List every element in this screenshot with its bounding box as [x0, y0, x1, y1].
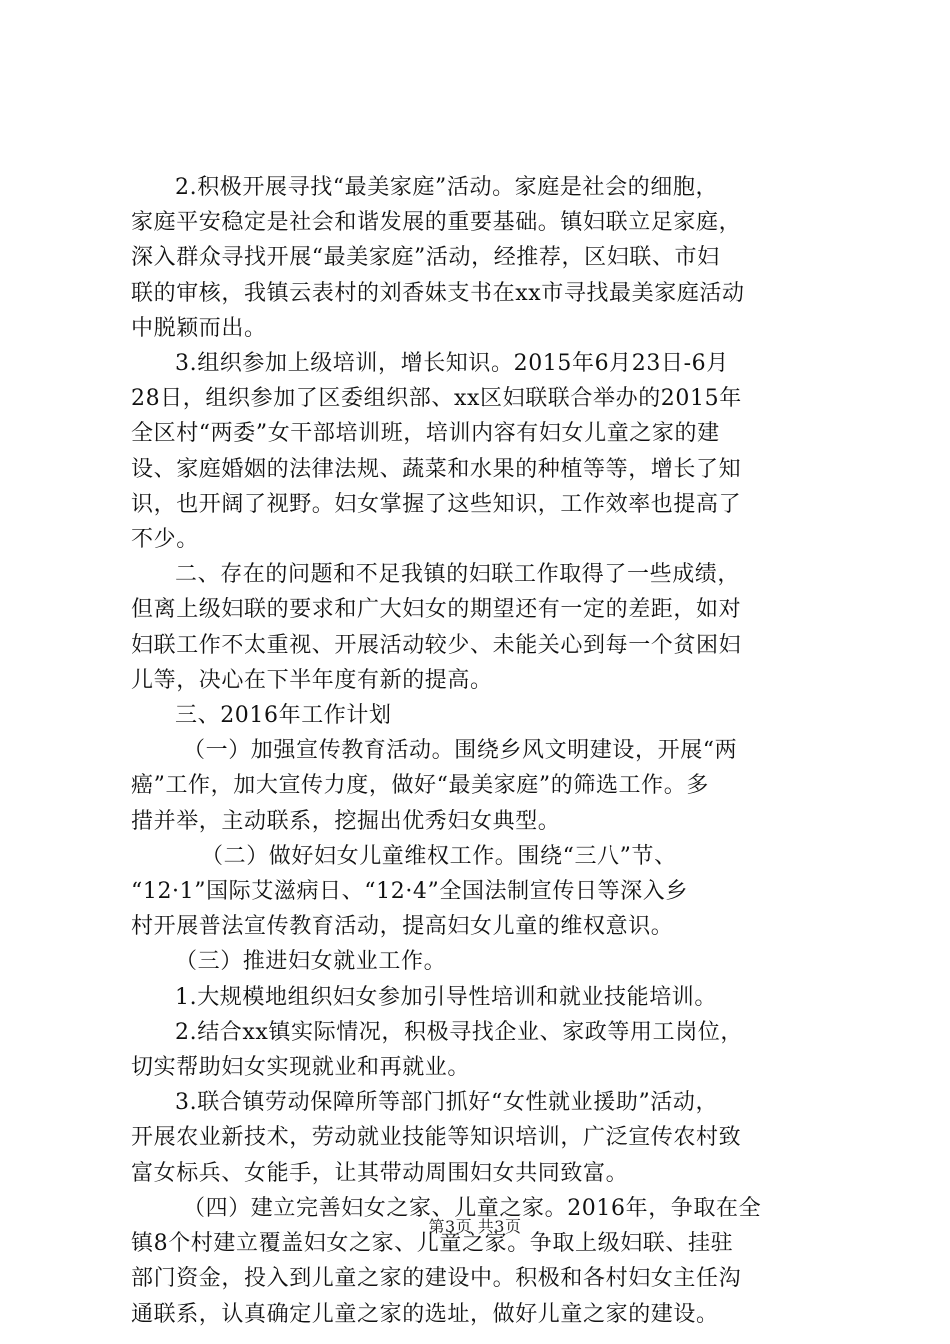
- paragraph-employment-3: [131, 1085, 831, 1191]
- paragraph-best-family: [131, 170, 831, 346]
- text-line: 不少。: [131, 527, 199, 553]
- paragraph-employment-2: [131, 1015, 831, 1085]
- text-line: 村开展普法宣传教育活动，提高妇女儿童的维权意识。: [131, 914, 674, 940]
- paragraph-rights: [131, 839, 831, 945]
- text-line: 三、2016年工作计划: [175, 703, 392, 729]
- text-line: 开展农业新技术，劳动就业技能等知识培训，广泛宣传农村致: [131, 1125, 742, 1151]
- text-line: 2.积极开展寻找“最美家庭”活动。家庭是社会的细胞，: [175, 175, 719, 200]
- text-line: 二、存在的问题和不足我镇的妇联工作取得了一些成绩，: [175, 562, 741, 588]
- section-heading-plan: [131, 698, 831, 733]
- text-line: 部门资金，投入到儿童之家的建设中。积极和各村妇女主任沟: [131, 1266, 742, 1292]
- page-number-label: 第3页 共3页: [428, 1217, 522, 1236]
- text-line: 富女标兵、女能手，让其带动周围妇女共同致富。: [131, 1160, 629, 1186]
- text-line: 识，也开阔了视野。妇女掌握了这些知识，工作效率也提高了: [131, 491, 742, 517]
- paragraph-employment-heading: [131, 944, 831, 979]
- text-line: 通联系，认真确定儿童之家的选址，做好儿童之家的建设。: [131, 1301, 719, 1327]
- text-line: （三）推进妇女就业工作。: [175, 949, 447, 975]
- text-line: 联的审核，我镇云表村的刘香妹支书在xx市寻找最美家庭活动: [131, 280, 745, 306]
- page-footer: [0, 1214, 950, 1237]
- text-line: 镇8个村建立覆盖妇女之家、儿童之家。争取上级妇联、挂驻: [131, 1231, 734, 1257]
- text-line: “12·1”国际艾滋病日、“12·4”全国法制宣传日等深入乡: [131, 879, 688, 905]
- text-line: 2.结合xx镇实际情况，积极寻找企业、家政等用工岗位，: [175, 1019, 744, 1045]
- text-line: 3.组织参加上级培训，增长知识。2015年6月23日-6月: [175, 351, 729, 377]
- paragraph-problems: [131, 557, 831, 698]
- text-line: 措并举，主动联系，挖掘出优秀妇女典型。: [131, 808, 561, 834]
- text-line: 3.联合镇劳动保障所等部门抓好“女性就业援助”活动，: [175, 1090, 719, 1116]
- paragraph-homes: [131, 1191, 831, 1332]
- document-body: [131, 170, 831, 1332]
- text-line: （二）做好妇女儿童维权工作。围绕“三八”节、: [201, 843, 677, 869]
- text-line: 家庭平安稳定是社会和谐发展的重要基础。镇妇联立足家庭，: [131, 210, 742, 236]
- paragraph-employment-1: [131, 980, 831, 1015]
- text-line: 癌”工作，加大宣传力度，做好“最美家庭”的筛选工作。多: [131, 773, 709, 799]
- text-line: 中脱颖而出。: [131, 315, 267, 341]
- text-line: 全区村“两委”女干部培训班，培训内容有妇女儿童之家的建: [131, 421, 720, 447]
- text-line: 但离上级妇联的要求和广大妇女的期望还有一定的差距，如对: [131, 597, 742, 623]
- text-line: 28日，组织参加了区委组织部、xx区妇联联合举办的2015年: [131, 386, 742, 412]
- text-line: 妇联工作不太重视、开展活动较少、未能关心到每一个贫困妇: [131, 632, 742, 658]
- text-line: 深入群众寻找开展“最美家庭”活动，经推荐，区妇联、市妇: [131, 245, 720, 271]
- text-line: 1.大规模地组织妇女参加引导性培训和就业技能培训。: [175, 984, 717, 1010]
- text-line: （四）建立完善妇女之家、儿童之家。2016年，争取在全: [183, 1195, 762, 1221]
- text-line: 儿等，决心在下半年度有新的提高。: [131, 667, 493, 693]
- paragraph-publicity: [131, 733, 831, 839]
- text-line: 切实帮助妇女实现就业和再就业。: [131, 1055, 471, 1081]
- text-line: （一）加强宣传教育活动。围绕乡风文明建设，开展“两: [183, 738, 738, 764]
- paragraph-training: [131, 346, 831, 557]
- text-line: 设、家庭婚姻的法律法规、蔬菜和水果的种植等等，增长了知: [131, 456, 742, 482]
